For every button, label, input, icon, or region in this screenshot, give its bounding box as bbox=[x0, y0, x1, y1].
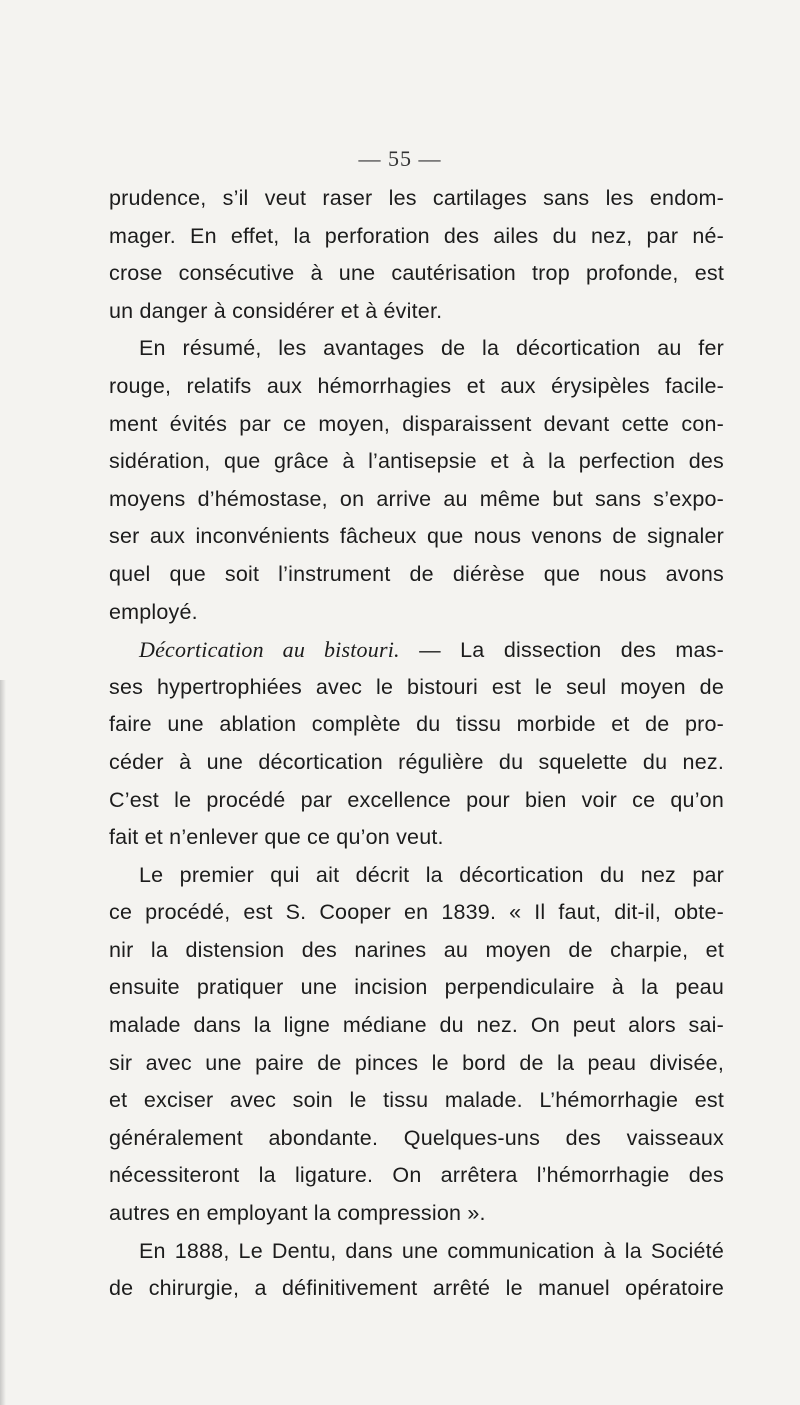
text-line: C’est le procédé par excellence pour bien voir ce qu’on bbox=[109, 787, 724, 812]
text-line: ensuite pratiquer une incision perpendiculaire à la peau bbox=[109, 975, 724, 1000]
text-line: employé. bbox=[109, 599, 198, 624]
text-line: ce procédé, est S. Cooper en 1839. « Il faut, dit-il, obte- bbox=[109, 900, 724, 925]
text-line: sir avec une paire de pinces le bord de la peau divisée, bbox=[109, 1050, 724, 1075]
text-line: céder à une décortication régulière du squelette du nez. bbox=[109, 749, 724, 774]
text-line: Le premier qui ait décrit la décortication du nez par bbox=[139, 862, 724, 887]
text-line: mager. En effet, la perforation des ailes du nez, par né- bbox=[109, 223, 724, 248]
text-line-rest: — La dissection des mas- bbox=[419, 638, 724, 663]
text-line: un danger à considérer et à éviter. bbox=[109, 298, 443, 323]
text-line: fait et n’enlever que ce qu’on veut. bbox=[109, 825, 444, 850]
text-line: ment évités par ce moyen, disparaissent devant cette con- bbox=[109, 411, 724, 436]
text-line: nécessiteront la ligature. On arrêtera l’hémorrhagie des bbox=[109, 1163, 724, 1188]
text-line: autres en employant la compression ». bbox=[109, 1201, 486, 1226]
text-line: faire une ablation complète du tissu morbide et de pro- bbox=[109, 712, 724, 737]
page-number: — 55 — bbox=[358, 146, 442, 171]
section-subheading: Décortication au bistouri. bbox=[139, 637, 400, 663]
text-line: prudence, s’il veut raser les cartilages sans les endom- bbox=[109, 186, 724, 210]
text-line: nir la distension des narines au moyen de charpie, et bbox=[109, 937, 724, 962]
text-line: sidération, que grâce à l’antisepsie et à la perfection des bbox=[109, 449, 724, 474]
text-line-with-subheading bbox=[109, 631, 724, 669]
text-line: ser aux inconvénients fâcheux que nous venons de signaler bbox=[109, 524, 724, 549]
text-line: ses hypertrophiées avec le bistouri est le seul moyen de bbox=[109, 674, 724, 699]
text-line: et exciser avec soin le tissu malade. L’hémorrhagie est bbox=[109, 1088, 724, 1113]
page-edge-shadow bbox=[0, 680, 6, 1405]
text-line: rouge, relatifs aux hémorrhagies et aux érysipèles facile- bbox=[109, 373, 724, 398]
text-line: crose consécutive à une cautérisation trop profonde, est bbox=[109, 261, 724, 286]
text-line: généralement abondante. Quelques-uns des vaisseaux bbox=[109, 1125, 724, 1150]
text-line: En résumé, les avantages de la décortication au fer bbox=[139, 336, 724, 361]
text-line: de chirurgie, a définitivement arrêté le manuel opératoire bbox=[109, 1276, 724, 1301]
text-line: quel que soit l’instrument de diérèse que nous avons bbox=[109, 561, 724, 586]
body-text bbox=[109, 180, 724, 1308]
text-line: En 1888, Le Dentu, dans une communication à la Société bbox=[139, 1238, 724, 1263]
text-line: malade dans la ligne médiane du nez. On peut alors sai- bbox=[109, 1013, 724, 1038]
text-line: moyens d’hémostase, on arrive au même but sans s’expo- bbox=[109, 486, 724, 511]
